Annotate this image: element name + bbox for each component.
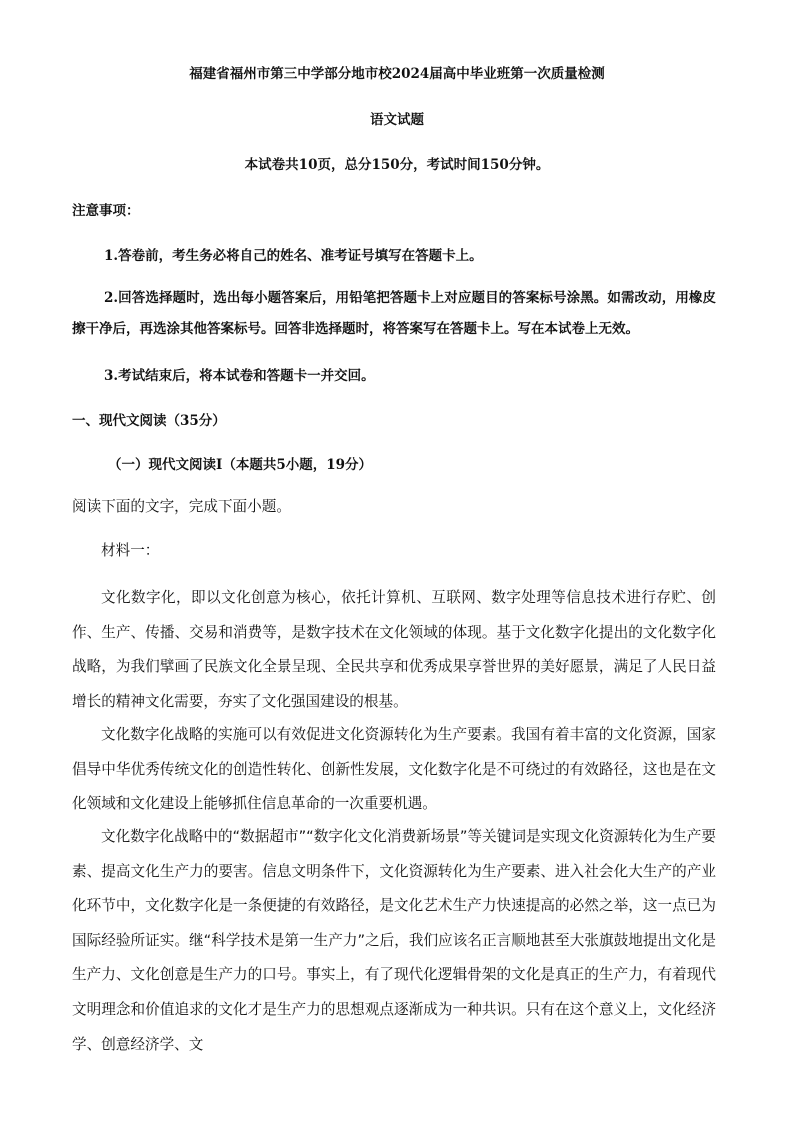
material-paragraph-2: 文化数字化战略的实施可以有效促进文化资源转化为生产要素。我国有着丰富的文化资源，国家倡导中华优秀传统文化的创造性转化、创新性发展，文化数字化是不可绕过的有效路径，这也是在文化领域和文化建设上能够抓住信息革命的一次重要机遇。 [72,726,716,813]
exam-info: 本试卷共10页，总分150分，考试时间150分钟。 [244,157,550,173]
material-paragraph-3: 文化数字化战略中的“数据超市”“数字化文化消费新场景”等关键词是实现文化资源转化为生产要素、提高文化生产力的要害。信息文明条件下，文化资源转化为生产要素、进入社会化大生产的产业化环节中，文化数字化是一条便捷的有效路径，是文化艺术生产力快速提高的必然之举，这一点已为国际经验所证实。继“科学技术是第一生产力”之后，我们应该名正言顺地甚至大张旗鼓地提出文化是生产力、文化创意是生产力的口号。事实上，有了现代化逻辑骨架的文化是真正的生产力，有着现代文明理念和价值追求的文化才是生产力的思想观点逐渐成为一种共识。只有在这个意义上，文化经济学、创意经济学、文 [72,828,716,1053]
notice-item-2: 2.回答选择题时，选出每小题答案后，用铅笔把答题卡上对应题目的答案标号涂黑。如需改动，用橡皮擦干净后，再选涂其他答案标号。回答非选择题时，将答案写在答题卡上。写在本试卷上无效。 [72,290,716,337]
notice-item-1: 1.答卷前，考生务必将自己的姓名、准考证号填写在答题卡上。 [104,248,483,264]
exam-title: 福建省福州市第三中学部分地市校2024届高中毕业班第一次质量检测 [189,66,605,82]
material-paragraph-1: 文化数字化，即以文化创意为核心，依托计算机、互联网、数字处理等信息技术进行存贮、创作、生产、传播、交易和消费等，是数字技术在文化领域的体现。基于文化数字化提出的文化数字化战略，为我们擘画了民族文化全景呈现、全民共享和优秀成果享誉世界的美好愿景，满足了人民日益增长的精神文化需要，夯实了文化强国建设的根基。 [72,589,716,710]
notice-item-3: 3.考试结束后，将本试卷和答题卡一并交回。 [104,368,375,384]
notice-heading: 注意事项： [72,203,140,219]
exam-subject: 语文试题 [370,112,424,128]
reading-instruction: 阅读下面的文字，完成下面小题。 [72,498,291,515]
sub-section-heading: （一）现代文阅读Ⅰ（本题共5小题，19分） [108,457,372,473]
material-label: 材料一： [101,542,160,559]
section-heading: 一、现代文阅读（35分） [72,413,226,429]
